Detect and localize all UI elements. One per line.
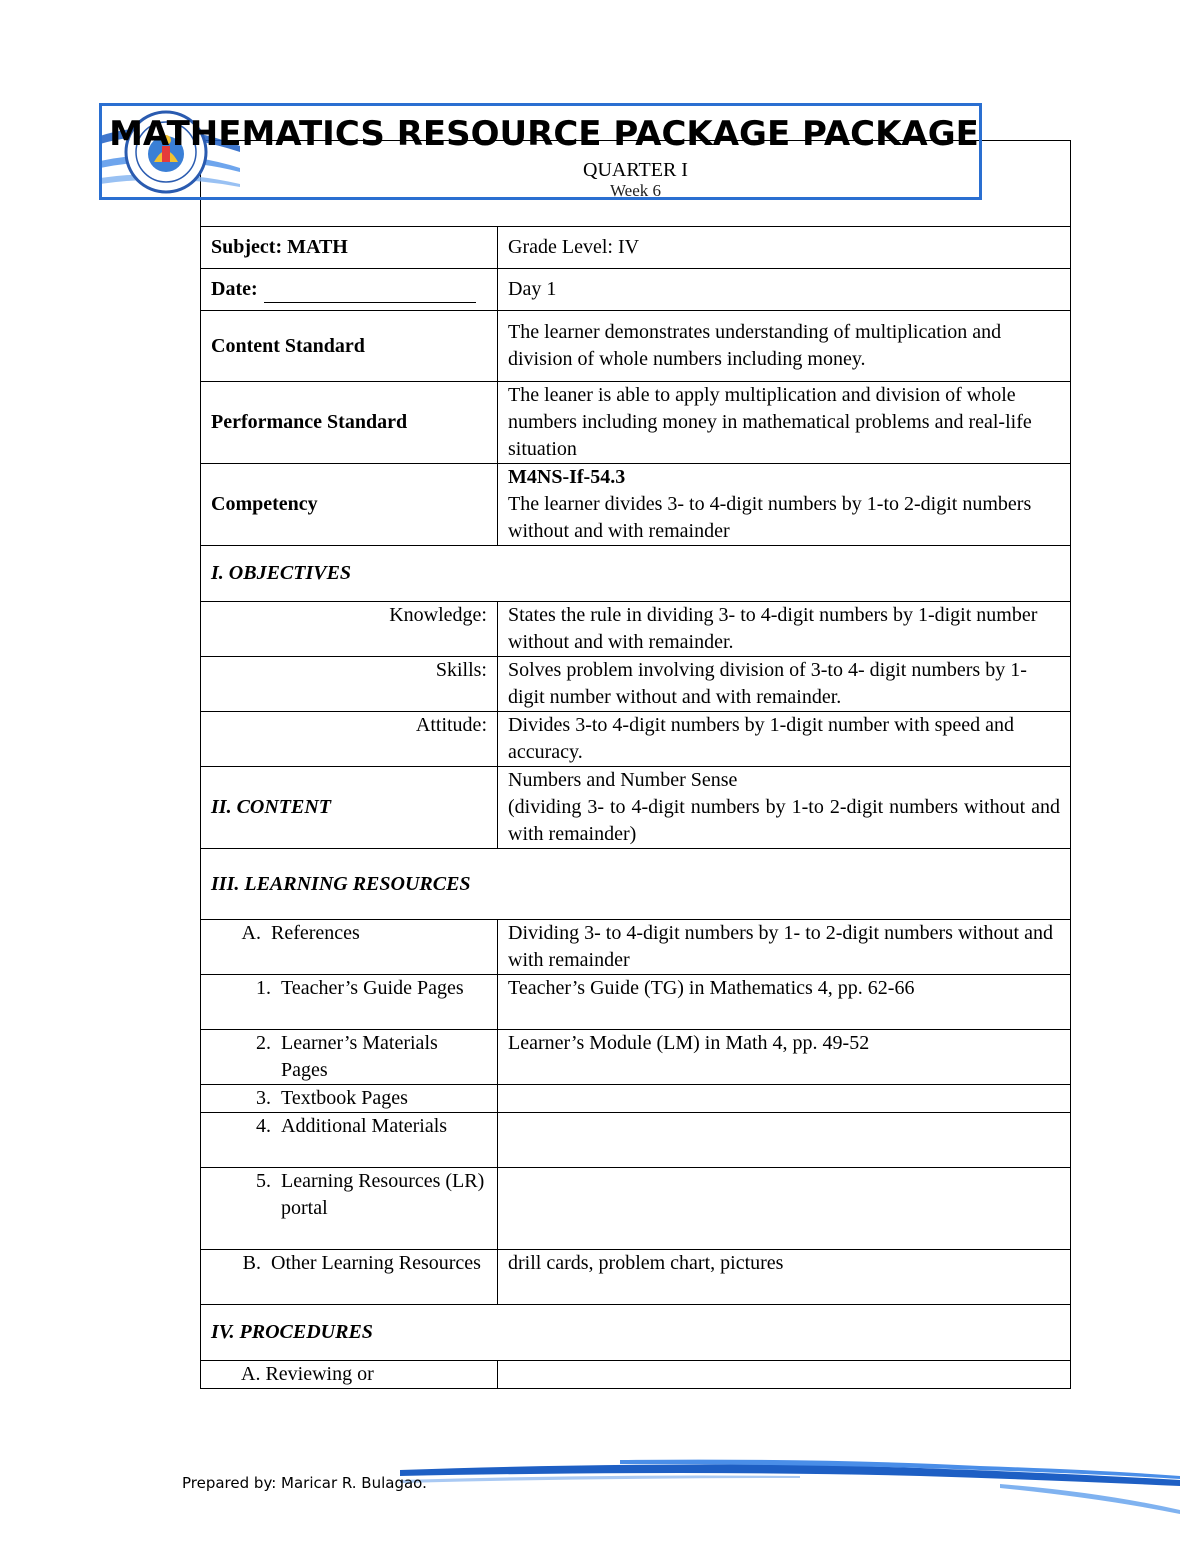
week-label: Week 6 (609, 181, 662, 200)
other-resources-value: drill cards, problem chart, pictures (498, 1250, 1071, 1305)
attitude-label: Attitude: (201, 712, 498, 767)
knowledge-label: Knowledge: (201, 602, 498, 657)
resource-item-label-cell (201, 1085, 498, 1113)
competency-cell (498, 464, 1071, 546)
content-line-2: (dividing 3- to 4-digit numbers by 1-to 2-digit numbers without and with remainder) (508, 796, 1060, 845)
content-standard-label: Content Standard (201, 311, 498, 382)
resource-item-row (201, 1030, 1071, 1085)
resource-item-label-cell (201, 1030, 498, 1085)
attitude-row (201, 712, 1071, 767)
references-item (211, 920, 487, 947)
other-resources-label: Other Learning Resources (271, 1252, 481, 1274)
date-row (201, 269, 1071, 311)
competency-label: Competency (201, 464, 498, 546)
prepared-by-footer: Prepared by: Maricar R. Bulagao. (182, 1474, 427, 1492)
quarter-label: QUARTER I (583, 159, 688, 181)
skills-label: Skills: (201, 657, 498, 712)
attitude-value: Divides 3-to 4-digit numbers by 1-digit number with speed and accuracy. (498, 712, 1071, 767)
objectives-heading: I. OBJECTIVES (201, 546, 1071, 602)
references-label: References (271, 922, 360, 944)
references-value: Dividing 3- to 4-digit numbers by 1- to 2-digit numbers without and with remainder (498, 920, 1071, 975)
resource-item-value: Learner’s Module (LM) in Math 4, pp. 49-52 (498, 1030, 1071, 1085)
objectives-heading-row (201, 546, 1071, 602)
resource-item-label: Learner’s Materials Pages (281, 1032, 438, 1081)
resource-item-label-cell (201, 1113, 498, 1168)
references-num: A. (241, 922, 261, 944)
competency-row (201, 464, 1071, 546)
subject-label: Subject: MATH (201, 227, 498, 269)
skills-value: Solves problem involving division of 3-to 4- digit numbers by 1-digit number without and with remainder. (498, 657, 1071, 712)
resource-item-num: 2. (256, 1032, 271, 1054)
competency-code: M4NS-If-54.3 (508, 466, 626, 488)
resource-item-label-cell (201, 975, 498, 1030)
day-value: Day 1 (498, 269, 1071, 311)
resource-item-label: Textbook Pages (281, 1087, 408, 1109)
content-line-1: Numbers and Number Sense (508, 769, 738, 791)
other-resources-row (201, 1250, 1071, 1305)
date-cell (201, 269, 498, 311)
grade-level-value: Grade Level: IV (498, 227, 1071, 269)
resources-heading: III. LEARNING RESOURCES (201, 849, 1071, 920)
resource-item-value (498, 1168, 1071, 1250)
resources-heading-row (201, 849, 1071, 920)
resource-item-value: Teacher’s Guide (TG) in Mathematics 4, pp. 62-66 (498, 975, 1071, 1030)
content-heading: II. CONTENT (201, 767, 498, 849)
date-label: Date: (211, 278, 258, 300)
resource-item-num: 4. (256, 1115, 271, 1137)
competency-value: The learner divides 3- to 4-digit numbers by 1-to 2-digit numbers without and with remainder (508, 493, 1032, 542)
procedures-a-label: A. Reviewing or (201, 1361, 498, 1389)
footer-swoosh-decoration (400, 1440, 1190, 1530)
knowledge-value: States the rule in dividing 3- to 4-digit numbers by 1-digit number without and with remainder. (498, 602, 1071, 657)
page-title: MATHEMATICS RESOURCE PACKAGE PACKAGE (109, 114, 979, 154)
performance-standard-value: The leaner is able to apply multiplication and division of whole numbers including money in mathematical problems and real-life situation (498, 382, 1071, 464)
other-resources-item (211, 1250, 487, 1277)
subject-row (201, 227, 1071, 269)
content-row (201, 767, 1071, 849)
resource-item-num: 1. (256, 977, 271, 999)
resource-item-num: 5. (256, 1170, 271, 1192)
resource-item-label-cell (201, 1168, 498, 1250)
resource-item (211, 1085, 487, 1112)
resource-item (211, 975, 487, 1002)
references-row (201, 920, 1071, 975)
procedures-heading: IV. PROCEDURES (201, 1305, 1071, 1361)
content-standard-row (201, 311, 1071, 382)
resource-item-row (201, 1113, 1071, 1168)
skills-row (201, 657, 1071, 712)
other-resources-label-cell (201, 1250, 498, 1305)
resource-item (211, 1113, 487, 1140)
resource-item-value (498, 1113, 1071, 1168)
performance-standard-label: Performance Standard (201, 382, 498, 464)
other-resources-num: B. (242, 1252, 261, 1274)
resource-item-label: Teacher’s Guide Pages (281, 977, 464, 999)
references-label-cell (201, 920, 498, 975)
resource-item-num: 3. (256, 1087, 271, 1109)
content-cell (498, 767, 1071, 849)
resource-item (211, 1030, 487, 1084)
resource-item-row (201, 1168, 1071, 1250)
resource-item-row (201, 975, 1071, 1030)
knowledge-row (201, 602, 1071, 657)
procedures-a-row (201, 1361, 1071, 1389)
date-blank-line (264, 282, 476, 303)
lesson-plan-table (200, 140, 1071, 1389)
performance-standard-row (201, 382, 1071, 464)
resource-item-row (201, 1085, 1071, 1113)
resource-item-label: Additional Materials (281, 1115, 448, 1137)
resource-item-label: Learning Resources (LR) portal (281, 1170, 485, 1219)
resource-item (211, 1168, 487, 1222)
procedures-a-value (498, 1361, 1071, 1389)
resource-item-value (498, 1085, 1071, 1113)
content-standard-value: The learner demonstrates understanding of multiplication and division of whole numbers including money. (498, 311, 1071, 382)
procedures-heading-row (201, 1305, 1071, 1361)
